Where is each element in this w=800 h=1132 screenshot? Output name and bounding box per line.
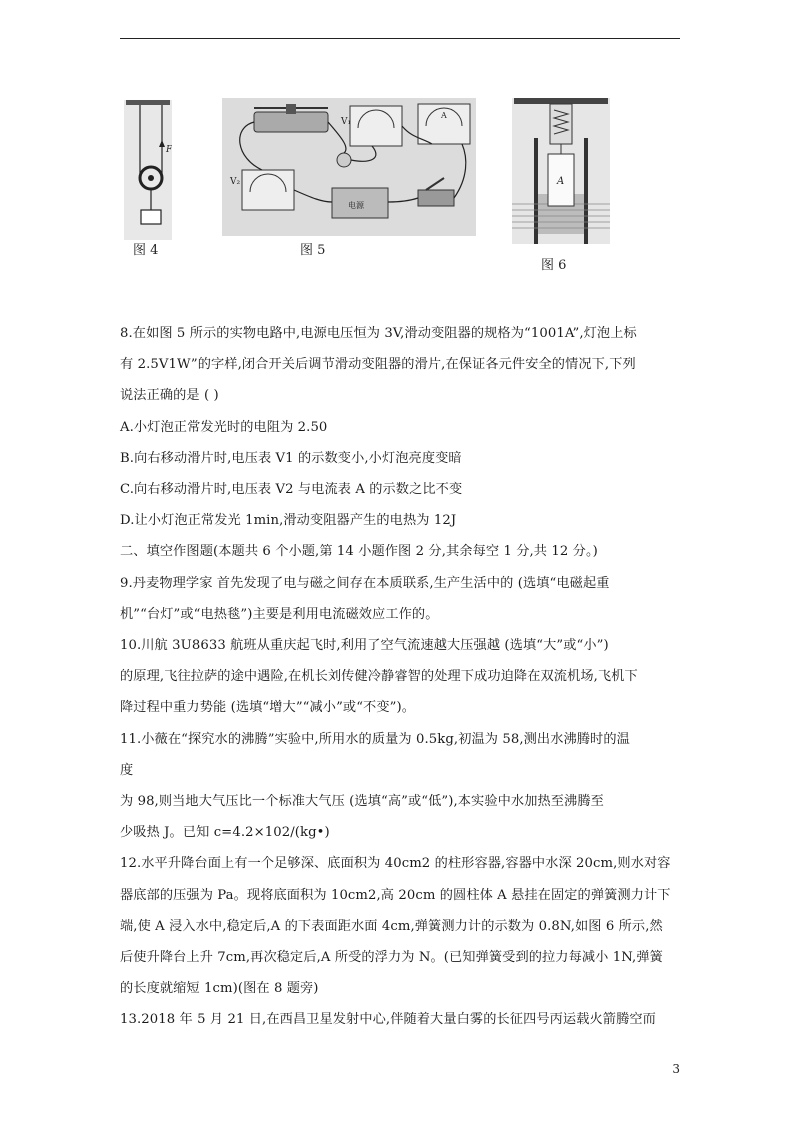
text-line: 11.小薇在“探究水的沸腾”实验中,所用水的质量为 0.5kg,初温为 58,测出水沸腾时的温 bbox=[120, 731, 630, 747]
text-line: 12.水平升降台面上有一个足够深、底面积为 40cm2 的柱形容器,容器中水深 20cm,则水对容 bbox=[120, 856, 671, 872]
figure-6-caption: 图 6 bbox=[541, 258, 567, 273]
text-line: 少吸热 J。已知 c=4.2×102/(kg•) bbox=[120, 825, 330, 841]
text-line: 后使升降台上升 7cm,再次稳定后,A 所受的浮力为 N。(已知弹簧受到的拉力每减小 1N,弹簧 bbox=[120, 950, 663, 966]
v2-label: V₂ bbox=[230, 177, 241, 187]
question-text bbox=[120, 318, 682, 1036]
text-line: 为 98,则当地大气压比一个标准大气压 (选填“高”或“低”),本实验中水加热至沸腾至 bbox=[120, 794, 604, 810]
text-line: 9.丹麦物理学家 首先发现了电与磁之间存在本质联系,生产生活中的 (选填“电磁起重 bbox=[120, 575, 610, 591]
v1-label: V₁ bbox=[341, 117, 352, 127]
text-line: 8.在如图 5 所示的实物电路中,电源电压恒为 3V,滑动变阻器的规格为“1001A”,灯泡上标 bbox=[120, 326, 637, 341]
page-number: 3 bbox=[672, 1062, 680, 1076]
text-line: 二、填空作图题(本题共 6 个小题,第 14 小题作图 2 分,其余每空 1 分,共 12 分。) bbox=[120, 544, 598, 560]
text-line: 有 2.5V1W”的字样,闭合开关后调节滑动变阻器的滑片,在保证各元件安全的情况下,下列 bbox=[120, 357, 636, 373]
figure-4-pulley bbox=[124, 100, 172, 240]
ammeter-label: A bbox=[441, 111, 447, 120]
figure-5-caption: 图 5 bbox=[300, 243, 326, 258]
text-line: 机”“台灯”或“电热毯”)主要是利用电流磁效应工作的。 bbox=[120, 606, 439, 622]
figure-5-circuit bbox=[222, 98, 476, 236]
text-line: 度 bbox=[120, 762, 134, 778]
text-line: 10.川航 3U8633 航班从重庆起飞时,利用了空气流速越大压强越 (选填“大”或“小”) bbox=[120, 638, 609, 654]
figure-6-buoyancy bbox=[512, 98, 610, 244]
text-line: D.让小灯泡正常发光 1min,滑动变阻器产生的电热为 12J bbox=[120, 513, 457, 529]
text-line: 端,使 A 浸入水中,稳定后,A 的下表面距水面 4cm,弹簧测力计的示数为 0.8N,如图 6 所示,然 bbox=[120, 918, 663, 934]
supply-label: 电源 bbox=[348, 201, 364, 210]
figure-4-caption: 图 4 bbox=[133, 243, 159, 258]
text-line: 器底部的压强为 Pa。现将底面积为 10cm2,高 20cm 的圆柱体 A 悬挂在固定的弹簧测力计下 bbox=[120, 887, 671, 903]
text-line: A.小灯泡正常发光时的电阻为 2.50 bbox=[120, 419, 328, 435]
block-label: A bbox=[557, 176, 565, 187]
text-line: 的原理,飞往拉萨的途中遇险,在机长刘传健冷静睿智的处理下成功迫降在双流机场,飞机下 bbox=[120, 669, 638, 685]
text-line: C.向右移动滑片时,电压表 V2 与电流表 A 的示数之比不变 bbox=[120, 482, 463, 498]
force-label: F bbox=[166, 145, 172, 155]
text-line: 13.2018 年 5 月 21 日,在西昌卫星发射中心,伴随着大量白雾的长征四号丙运载火箭腾空而 bbox=[120, 1012, 656, 1028]
text-line: 说法正确的是 ( ) bbox=[120, 388, 219, 404]
text-line: 降过程中重力势能 (选填“增大”“减小”或“不变”)。 bbox=[120, 700, 416, 716]
text-line: B.向右移动滑片时,电压表 V1 的示数变小,小灯泡亮度变暗 bbox=[120, 450, 462, 466]
text-line: 的长度就缩短 1cm)(图在 8 题旁) bbox=[120, 981, 319, 997]
header-rule bbox=[120, 38, 680, 39]
